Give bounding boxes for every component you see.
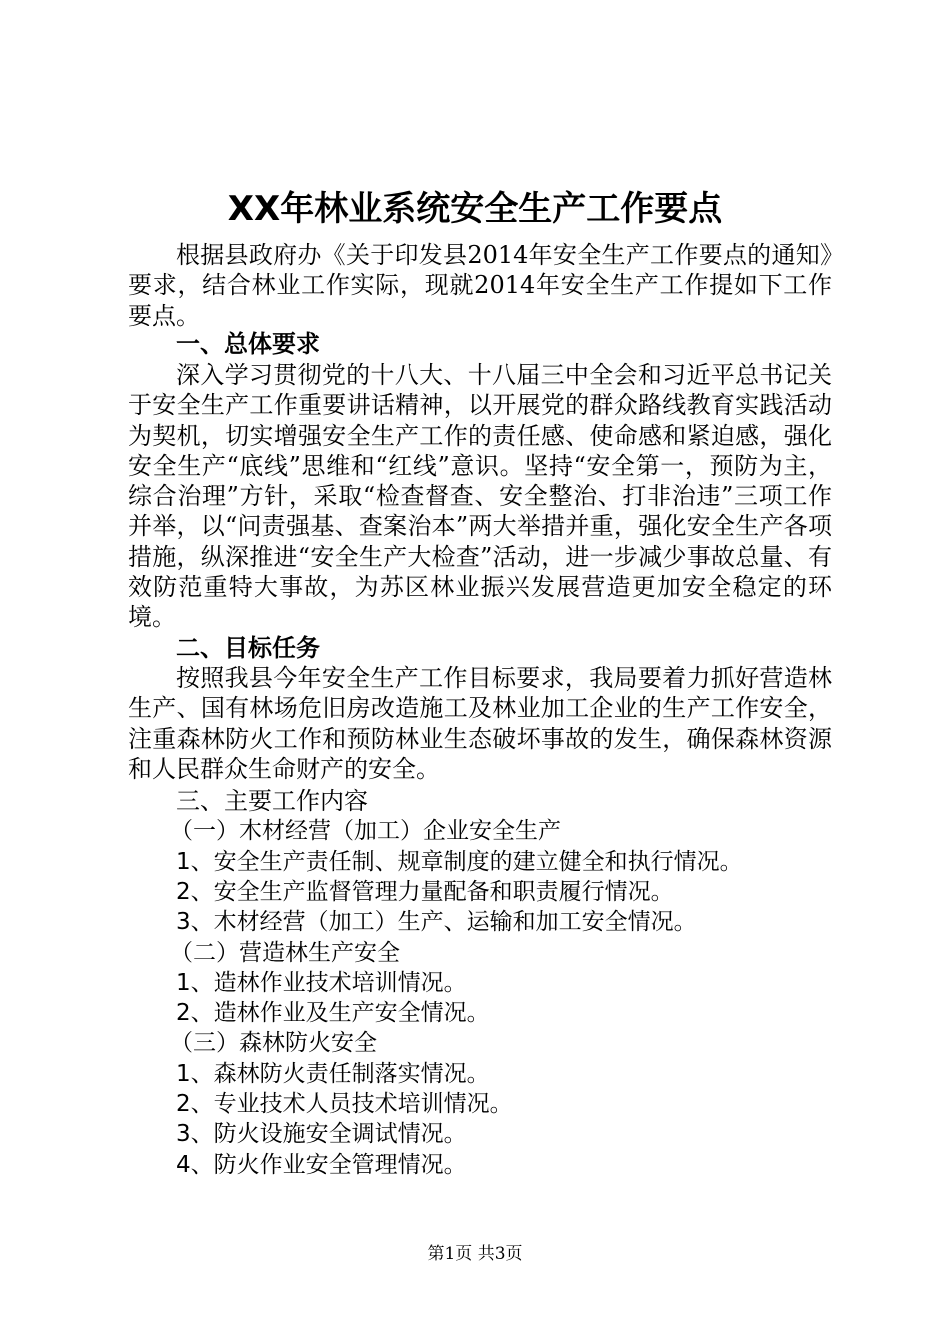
section2-heading: 二、目标任务 [176,634,320,662]
list-item: 1、安全生产责任制、规章制度的建立健全和执行情况。 [176,849,743,875]
list-item: 3、防火设施安全调试情况。 [176,1121,467,1147]
list-item: 1、森林防火责任制落实情况。 [176,1061,490,1087]
list-item: 2、安全生产监督管理力量配备和职责履行情况。 [176,879,674,905]
list-item: 1、造林作业技术培训情况。 [176,970,467,996]
section1-body: 深入学习贯彻党的十八大、十八届三中全会和习近平总书记关于安全生产工作重要讲话精神，以开展党的群众路线教育实践活动为契机，切实增强安全生产工作的责任感、使命感和紧迫感，强化安全生产“底线”思维和“红线”意识。坚持“安全第一，预防为主，综合治理”方针，采取“检查督查、安全整治、打非治违”三项工作并举，以“问责强基、查案治本”两大举措并重，强化安全生产各项措施，纵深推进“安全生产大检查”活动，进一步减少事故总量、有效防范重特大事故，为苏区林业振兴发展营造更加安全稳定的环境。 [128,361,832,632]
section1-heading: 一、总体要求 [176,330,320,358]
section2-body: 按照我县今年安全生产工作目标要求，我局要着力抓好营造林生产、国有林场危旧房改造施工及林业加工企业的生产工作安全，注重森林防火工作和预防林业生态破坏事故的发生，确保森林资源和人民群众生命财产的安全。 [128,664,832,783]
subsection3-heading: （三）森林防火安全 [170,1030,377,1056]
intro-paragraph: 根据县政府办《关于印发县2014年安全生产工作要点的通知》要求，结合林业工作实际，现就2014年安全生产工作提如下工作要点。 [128,241,832,330]
list-item: 2、专业技术人员技术培训情况。 [176,1091,513,1117]
subsection1-heading: （一）木材经营（加工）企业安全生产 [170,818,561,844]
list-item: 2、造林作业及生产安全情况。 [176,1000,490,1026]
subsection2-heading: （二）营造林生产安全 [170,940,400,966]
section3-heading: 三、主要工作内容 [176,787,368,815]
page-footer: 第1页 共3页 [427,1244,523,1264]
document-title: XX年林业系统安全生产工作要点 [227,189,723,229]
list-item: 3、木材经营（加工）生产、运输和加工安全情况。 [176,909,697,935]
list-item: 4、防火作业安全管理情况。 [176,1152,467,1178]
